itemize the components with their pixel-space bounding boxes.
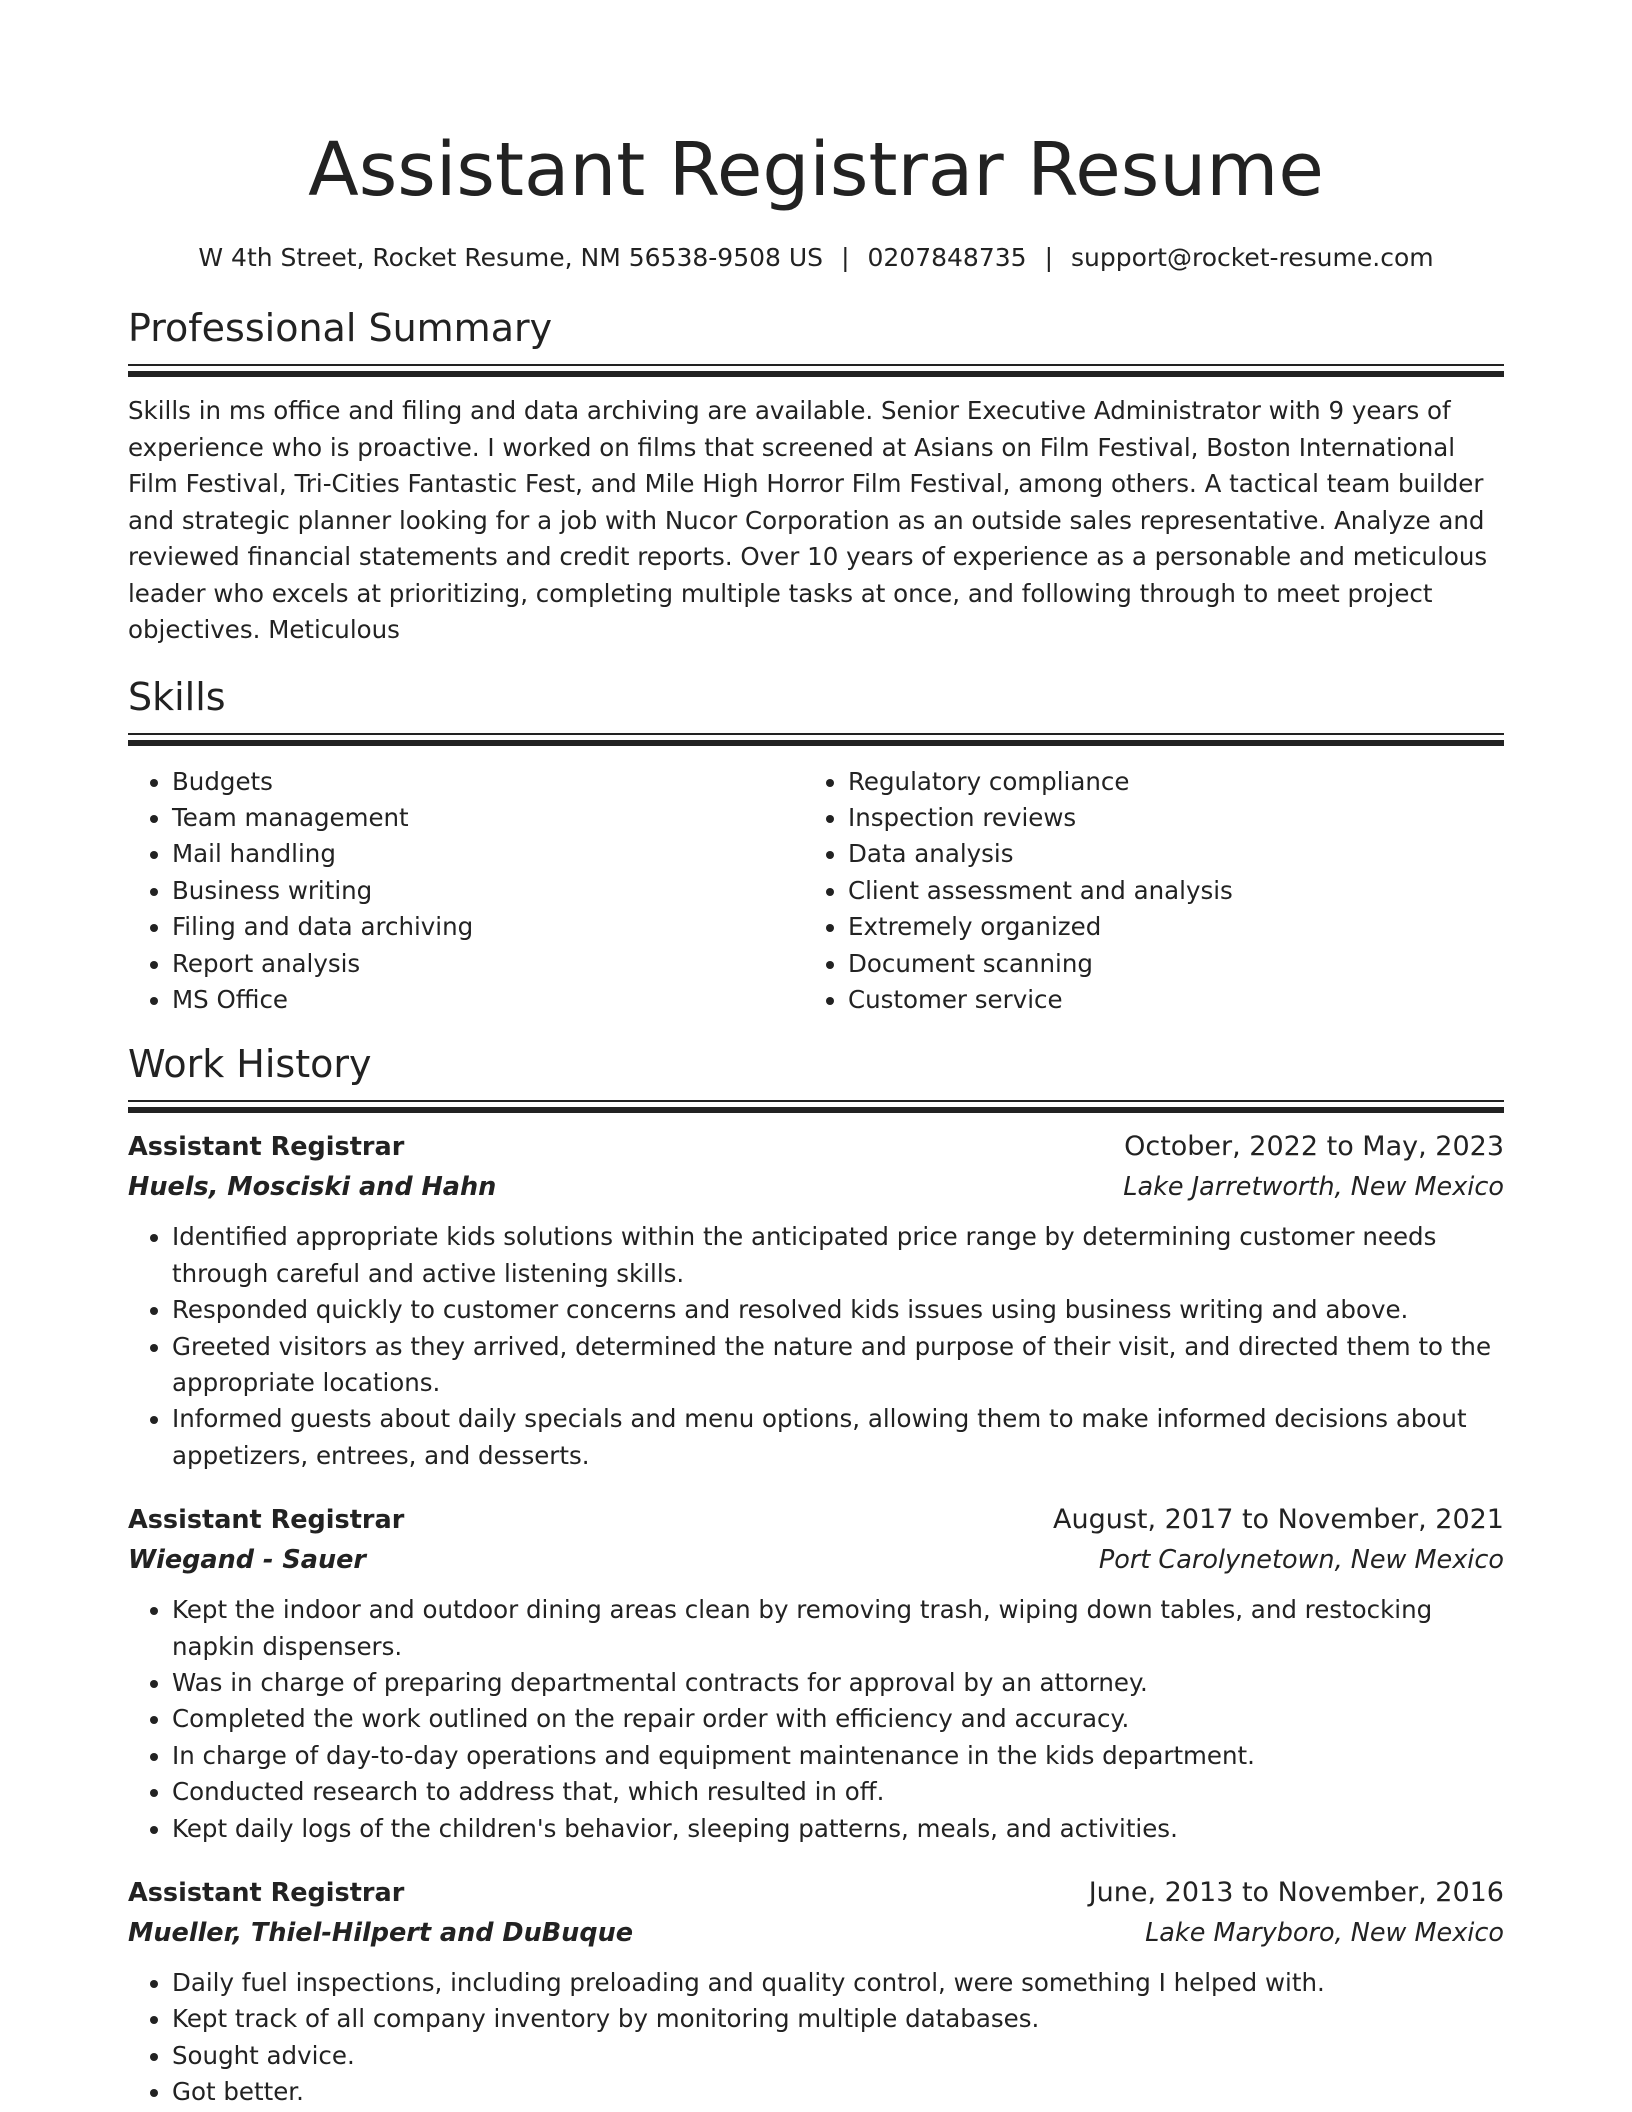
skill-item: • Budgets xyxy=(172,764,804,800)
skill-item: • Data analysis xyxy=(848,836,1480,872)
resume-page xyxy=(128,0,1504,2111)
skill-item: • Extremely organized xyxy=(848,909,1480,945)
job-bullet: • Informed guests about daily specials and menu options, allowing them to make informed decisions about appetizers, entrees, and desserts. xyxy=(172,1401,1504,1474)
skill-item: • Business writing xyxy=(172,873,804,909)
job-bullet: • Kept track of all company inventory by monitoring multiple databases. xyxy=(172,2001,1504,2037)
job-company: Huels, Mosciski and Hahn xyxy=(128,1172,497,1203)
resume-title: Assistant Registrar Resume xyxy=(308,127,1324,213)
job-bullet: • Identified appropriate kids solutions within the anticipated price range by determining customer needs through careful and active listening skills. xyxy=(172,1219,1504,1292)
job-subheader-row xyxy=(128,1540,1504,1580)
work-history-section xyxy=(128,1040,1504,2110)
job-subheader-row xyxy=(128,1913,1504,1953)
skill-item: • Filing and data archiving xyxy=(172,909,804,945)
section-divider xyxy=(128,364,1504,375)
job-bullet: • Responded quickly to customer concerns and resolved kids issues using business writing and above. xyxy=(172,1292,1504,1328)
skill-item: • MS Office xyxy=(172,982,804,1018)
job-bullet: • Daily fuel inspections, including preloading and quality control, were something I helped with. xyxy=(172,1965,1504,2001)
job-location: Port Carolynetown, New Mexico xyxy=(1098,1545,1504,1576)
job-bullet: • Was in charge of preparing departmental contracts for approval by an attorney. xyxy=(172,1665,1504,1701)
skill-item: • Regulatory compliance xyxy=(848,764,1480,800)
summary-section xyxy=(128,304,1504,649)
skills-column-right xyxy=(804,764,1480,1019)
job-bullets xyxy=(128,1592,1504,1847)
contact-separator: | xyxy=(841,243,850,272)
job-location: Lake Jarretworth, New Mexico xyxy=(1123,1172,1504,1203)
job-title: Assistant Registrar xyxy=(128,1878,405,1909)
summary-text: Skills in ms office and filing and data archiving are available. Senior Executive Administrator with 9 years of experience who is proactive. I worked on films that screened at Asians on Film Festival, Boston International Film Festival, Tri-Cities Fantastic Fest, and Mile High Horror Film Festival, among others. A tactical team builder and strategic planner looking for a job with Nucor Corporation as an outside sales representative. Analyze and reviewed financial statements and credit reports. Over 10 years of experience as a personable and meticulous leader who excels at prioritizing, completing multiple tasks at once, and following through to meet project objectives. Meticulous xyxy=(128,396,1488,644)
contact-address: W 4th Street, Rocket Resume, NM 56538-9508 US xyxy=(198,243,824,272)
job-bullet: • In charge of day-to-day operations and equipment maintenance in the kids department. xyxy=(172,1738,1504,1774)
section-divider xyxy=(128,733,1504,744)
job-company: Wiegand - Sauer xyxy=(128,1545,366,1576)
job-bullet: • Got better. xyxy=(172,2074,1504,2110)
job-header-row xyxy=(128,1127,1504,1167)
job-bullet: • Sought advice. xyxy=(172,2038,1504,2074)
skill-item: • Document scanning xyxy=(848,946,1480,982)
section-heading-work-history: Work History xyxy=(128,1042,372,1087)
section-heading-skills: Skills xyxy=(128,674,226,719)
job-entry xyxy=(128,1873,1504,2111)
contact-email[interactable]: support@rocket-resume.com xyxy=(1071,243,1434,272)
skill-item: • Report analysis xyxy=(172,946,804,982)
section-divider xyxy=(128,1100,1504,1111)
job-header-row xyxy=(128,1500,1504,1540)
job-bullet: • Conducted research to address that, which resulted in off. xyxy=(172,1774,1504,1810)
skill-item: • Team management xyxy=(172,800,804,836)
job-dates: October, 2022 to May, 2023 xyxy=(1124,1131,1504,1163)
contact-line xyxy=(128,240,1504,276)
job-location: Lake Maryboro, New Mexico xyxy=(1145,1918,1504,1949)
job-entry xyxy=(128,1500,1504,1847)
job-bullet: • Kept the indoor and outdoor dining areas clean by removing trash, wiping down tables, and restocking napkin dispensers. xyxy=(172,1592,1504,1665)
job-dates: June, 2013 to November, 2016 xyxy=(1088,1877,1504,1909)
skills-column-left xyxy=(128,764,804,1019)
job-subheader-row xyxy=(128,1167,1504,1207)
contact-phone: 0207848735 xyxy=(867,243,1027,272)
job-company: Mueller, Thiel-Hilpert and DuBuque xyxy=(128,1918,634,1949)
skill-item: • Customer service xyxy=(848,982,1480,1018)
job-title: Assistant Registrar xyxy=(128,1505,405,1536)
skills-grid xyxy=(128,764,1504,1019)
skill-item: • Inspection reviews xyxy=(848,800,1480,836)
job-title: Assistant Registrar xyxy=(128,1132,405,1163)
job-header-row xyxy=(128,1873,1504,1913)
job-bullet: • Greeted visitors as they arrived, determined the nature and purpose of their visit, and directed them to the appropriate locations. xyxy=(172,1329,1504,1402)
job-bullet: • Kept daily logs of the children's behavior, sleeping patterns, meals, and activities. xyxy=(172,1811,1504,1847)
skill-item: • Mail handling xyxy=(172,836,804,872)
job-bullets xyxy=(128,1219,1504,1474)
section-heading-summary: Professional Summary xyxy=(128,306,553,350)
skills-section xyxy=(128,673,1504,1019)
job-bullet: • Completed the work outlined on the repair order with efficiency and accuracy. xyxy=(172,1701,1504,1737)
job-entry xyxy=(128,1127,1504,1474)
job-bullets xyxy=(128,1965,1504,2111)
job-dates: August, 2017 to November, 2021 xyxy=(1053,1504,1504,1536)
skill-item: • Client assessment and analysis xyxy=(848,873,1480,909)
contact-separator: | xyxy=(1044,243,1053,272)
